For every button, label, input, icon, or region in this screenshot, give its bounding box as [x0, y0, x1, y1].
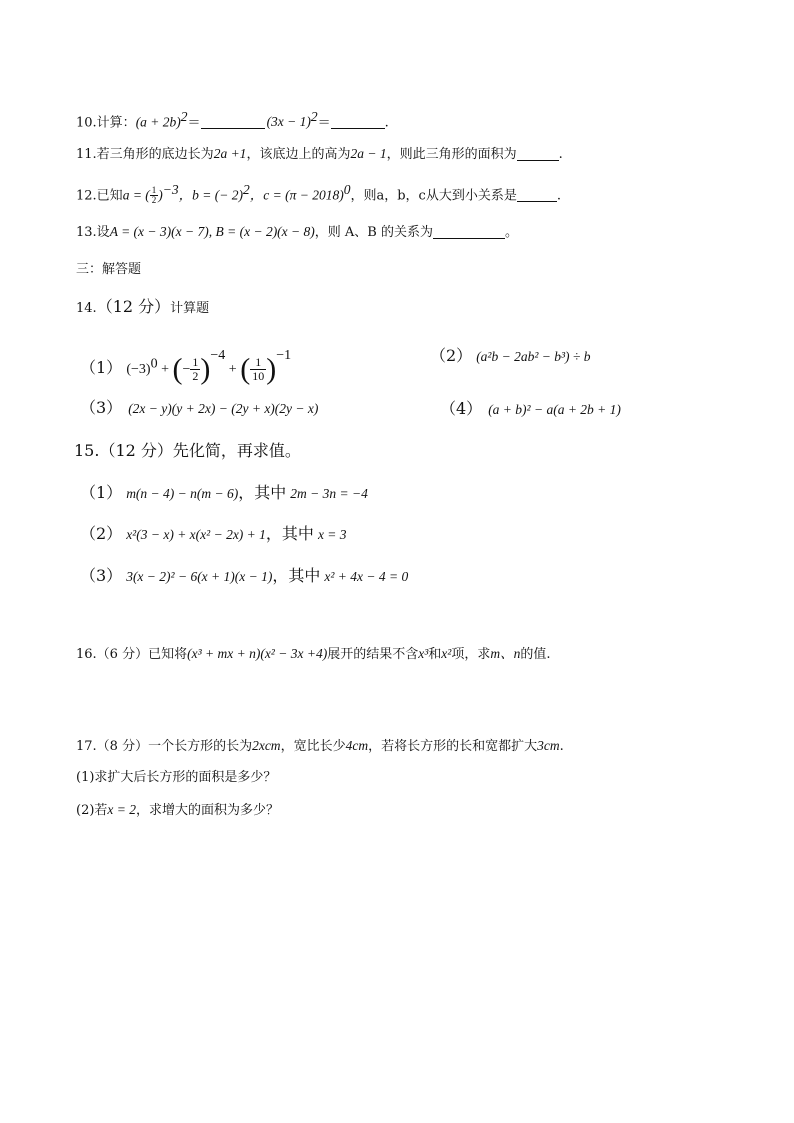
q12-part1: 12.已知: [76, 188, 123, 204]
q16-part1: 16.（6 分）已知将: [76, 647, 188, 662]
q14-p1-a-pow: 0: [150, 356, 158, 372]
q12-a-eq: a = (: [122, 187, 150, 203]
q12-blank[interactable]: [517, 187, 557, 202]
q14-p1-b-num: 1: [192, 355, 199, 369]
q12-part2: ，则a，b，c从大到小关系是: [350, 188, 517, 204]
q10-blank-1[interactable]: [201, 114, 265, 129]
q14-p1-c-pow: −1: [276, 348, 292, 363]
q11-part3: ，则此三角形的面积为: [386, 147, 517, 162]
q15-p1-label: （1）: [80, 483, 123, 502]
q14-title-text: 计算题: [170, 301, 210, 316]
q15-part-3: [80, 564, 408, 589]
q17-sub2-a: (2)若: [76, 803, 108, 818]
q12-a-pow: −3: [162, 182, 179, 197]
q17-part2: ，宽比长少: [280, 739, 346, 754]
question-15-title: 15.（12 分）先化简，再求值。: [74, 441, 301, 460]
q14-p1-plus-1: +: [157, 362, 173, 377]
q14-p1-b-den: 2: [192, 369, 199, 383]
q14-p1-b-fraction: [190, 356, 200, 383]
q14-p1-b-pow: −4: [210, 348, 226, 363]
question-13: [76, 222, 518, 243]
q10-end: .: [384, 115, 389, 131]
q15-part-2: [80, 522, 347, 547]
q12-a-close: ): [158, 187, 163, 203]
q16-math2: x³: [418, 646, 429, 661]
q15-p1-where: ，其中: [238, 483, 287, 502]
q10-eq2: ＝: [317, 115, 331, 131]
q16-part4: 项，求: [451, 647, 491, 662]
q10-prefix: 10.计算：: [76, 115, 136, 131]
q14-part-4: [440, 398, 621, 422]
q11-part2: ，该底边上的高为: [246, 147, 351, 162]
q15-p3-cond: x² + 4x − 4 = 0: [324, 569, 409, 584]
question-11: [76, 144, 563, 165]
q17-part4: .: [559, 739, 564, 754]
question-12: [76, 180, 561, 206]
q11-blank[interactable]: [517, 146, 559, 161]
q15-p2-expr: x²(3 − x) + x(x² − 2x) + 1: [126, 527, 266, 542]
question-10: [76, 107, 389, 133]
q14-p1-c-fraction: [250, 356, 266, 383]
q17-sub-2: [76, 800, 279, 821]
q15-p3-where: ，其中: [272, 566, 321, 585]
q15-p2-where: ，其中: [265, 524, 314, 543]
section-title: 三：解答题: [76, 262, 142, 277]
q16-part3: 和: [428, 647, 442, 662]
q11-math2: 2a − 1: [350, 146, 387, 161]
q12-frac-den: 2: [151, 195, 157, 206]
q13-math: A = (x − 3)(x − 7), B = (x − 2)(x − 8): [109, 224, 315, 239]
q12-c-pow: 0: [343, 182, 351, 197]
q15-p1-cond: 2m − 3n = −4: [290, 486, 368, 501]
q14-part-3: [80, 397, 318, 421]
question-17: [76, 736, 564, 757]
q16-part2: 展开的结果不含: [327, 647, 419, 662]
q14-p1-label: （1）: [80, 358, 123, 377]
q15-p2-cond: x = 3: [317, 527, 347, 542]
q17-math3: 3cm: [537, 738, 560, 753]
q16-math3: x²: [441, 646, 452, 661]
q10-expr1: (a + 2b): [135, 114, 181, 130]
q17-sub2-b: ，求增大的面积为多少？: [136, 803, 280, 818]
q10-exp2: 2: [310, 109, 318, 124]
q11-end: .: [558, 147, 563, 162]
q12-end: .: [556, 188, 561, 204]
q14-p1-paren-open-1: (: [172, 352, 183, 386]
question-14-title: [76, 297, 209, 319]
q14-part-1: [80, 336, 292, 386]
q10-exp1: 2: [180, 109, 188, 124]
q10-blank-2[interactable]: [331, 114, 385, 129]
q16-math4: m、n: [490, 646, 521, 661]
q10-expr2: (3x − 1): [266, 114, 311, 130]
q14-p4-label: （4）: [440, 399, 483, 418]
q14-p1-paren-close-1: ): [200, 352, 211, 386]
q14-p1-paren-close-2: ): [266, 352, 277, 386]
q10-eq1: ＝: [187, 115, 201, 131]
q15-p1-expr: m(n − 4) − n(m − 6): [126, 486, 239, 501]
q15-p3-label: （3）: [80, 566, 123, 585]
question-16: [76, 644, 550, 665]
q14-p1-c-den: 10: [252, 369, 265, 383]
q14-p1-paren-open-2: (: [240, 352, 251, 386]
q14-p4-expr: (a + b)² − a(a + 2b + 1): [488, 402, 621, 417]
q17-sub-1: (1)求扩大后长方形的面积是多少？: [76, 770, 277, 785]
q13-part1: 13.设: [76, 225, 110, 240]
q14-score: （12 分）: [96, 297, 171, 316]
q17-part1: 17.（8 分）一个长方形的长为: [76, 739, 253, 754]
q11-math1: 2a +1: [213, 146, 247, 161]
q16-math1: (x³ + mx + n)(x² − 3x +4): [187, 646, 328, 661]
q17-math2: 4cm: [345, 738, 369, 753]
q12-c-eq: ，c = (π − 2018): [249, 187, 344, 203]
q17-part3: ，若将长方形的长和宽都扩大: [368, 739, 538, 754]
q15-p3-expr: 3(x − 2)² − 6(x + 1)(x − 1): [126, 569, 273, 584]
q14-num: 14.: [76, 301, 97, 316]
q16-part5: 的值.: [520, 647, 551, 662]
q14-p1-plus-2: +: [225, 362, 241, 377]
q15-part-1: [80, 481, 368, 506]
q14-part-2: [430, 345, 590, 369]
q12-frac-num: 1: [151, 185, 157, 196]
q13-end: 。: [505, 225, 519, 240]
q14-p2-label: （2）: [430, 346, 473, 365]
q14-p2-expr: (a²b − 2ab² − b³) ÷ b: [476, 349, 591, 364]
q14-p3-label: （3）: [80, 398, 123, 417]
q12-b-pow: 2: [243, 182, 250, 197]
q12-b-eq: ，b = (− 2): [178, 187, 244, 203]
q17-math1: 2xcm: [252, 738, 281, 753]
q14-p3-expr: (2x − y)(y + 2x) − (2y + x)(2y − x): [128, 401, 319, 416]
q14-p1-a: (−3): [126, 362, 151, 377]
q13-part2: ，则 A、B 的关系为: [314, 225, 433, 240]
q14-p1-b-sign: −: [182, 362, 191, 377]
q14-p1-c-num: 1: [250, 356, 266, 370]
q11-part1: 11.若三角形的底边长为: [76, 147, 214, 162]
q17-sub2-math: x = 2: [107, 802, 137, 817]
q15-p2-label: （2）: [80, 524, 123, 543]
q13-blank[interactable]: [433, 224, 505, 239]
